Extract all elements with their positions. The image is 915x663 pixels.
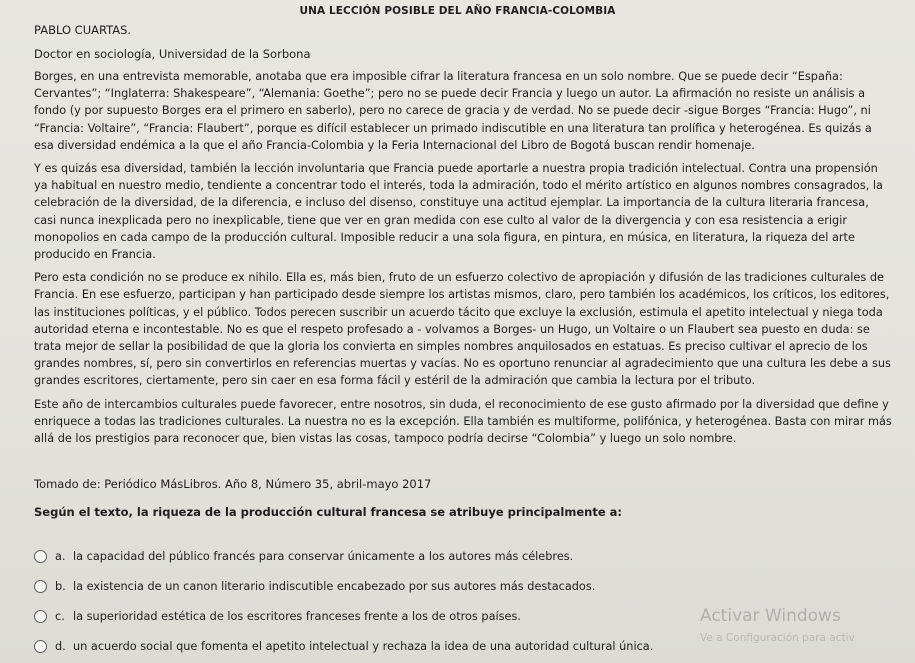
- article-paragraph: Borges, en una entrevista memorable, anotaba que era imposible cifrar la literatura francesa en un solo nombre. Que se puede decir “España: Cervantes”; “Inglaterra: Shakespeare”, “Alemania: Goethe”; pero no se puede decir Francia y luego un autor. La afirmación no resiste un análisis a fondo (y por supuesto Borges era el primero en saberlo), pero no carece de gracia y de verdad. No se puede decir -sigue Borges “Francia: Hugo”, ni “Francia: Voltaire”, “Francia: Flaubert”, porque es difícil establecer un primado indiscutible en una literatura tan prolífica y heterogénea. Es quizás a esa diversidad endémica a la que el año Francia-Colombia y la Feria Internacional del Libro de Bogotá buscan rendir homenaje.: [34, 70, 872, 152]
- option-a[interactable]: [34, 542, 734, 570]
- author-credential: Doctor en sociología, Universidad de la Sorbona: [34, 47, 311, 61]
- radio-button-b[interactable]: [34, 580, 47, 593]
- activation-watermark-title: Activar Windows: [700, 606, 841, 626]
- option-text: la superioridad estética de los escritores franceses frente a los de otros países.: [73, 609, 521, 623]
- activation-watermark-subtitle: Ve a Configuración para activ: [700, 632, 855, 644]
- radio-button-c[interactable]: [34, 610, 47, 623]
- article-source: Tomado de: Periódico MásLibros. Año 8, Número 35, abril-mayo 2017: [34, 477, 432, 491]
- option-text: la existencia de un canon literario indiscutible encabezado por sus autores más destacados.: [73, 579, 596, 593]
- option-letter: a.: [55, 549, 66, 563]
- option-c[interactable]: [34, 602, 734, 630]
- answer-options: [34, 542, 734, 662]
- article-paragraph: Pero esta condición no se produce ex nihilo. Ella es, más bien, fruto de un esfuerzo colectivo de apropiación y difusión de las tradiciones culturales de Francia. En ese esfuerzo, participan y han participado desde siempre los artistas mismos, claro, pero también los académicos, los críticos, los editores, las instituciones políticas, y el público. Todos perecen suscribir un acuerdo tácito que excluye la exclusión, estimula el apetito intelectual y niega toda autoridad eterna e incontestable. No es que el respeto profesado a - volvamos a Borges- un Hugo, un Voltaire o un Flaubert sea puesto en duda: se trata mejor de sellar la posibilidad de que la gloria los convierta en simples nombres anquilosados en estatuas. Es preciso cultivar el aprecio de los grandes nombres, sí, pero sin convertirlos en referencias muertas y vacías. No es oportuno renunciar al agradecimiento que una cultura les debe a sus grandes escritores, ciertamente, pero sin caer en esa forma fácil y estéril de la admiración que cambia la lectura por el tributo.: [34, 271, 891, 388]
- article-paragraph: Este año de intercambios culturales puede favorecer, entre nosotros, sin duda, el reconocimiento de ese gusto afirmado por la diversidad que define y enriquece a todas las tradiciones culturales. La nuestra no es la excepción. Ella también es multiforme, polifónica, y heterogénea. Basta con mirar más allá de los prestigios para reconocer que, bien vistas las cosas, tampoco podría decirse “Colombia” y luego un solo nombre.: [34, 397, 892, 446]
- option-text: un acuerdo social que fomenta el apetito intelectual y rechaza la idea de una autoridad cultural única.: [73, 639, 654, 653]
- radio-button-d[interactable]: [34, 640, 47, 653]
- article-title: UNA LECCIÓN POSIBLE DEL AÑO FRANCIA-COLOMBIA: [299, 5, 616, 17]
- article-paragraph: Y es quizás esa diversidad, también la lección involuntaria que Francia puede aportarle a nuestra propia tradición intelectual. Contra una propensión ya habitual en nuestro medio, tendiente a concentrar todo el interés, toda la admiración, todo el mérito artístico en algunos nombres consagrados, la celebración de la diversidad, de la diferencia, e incluso del disenso, constituye una actitud ejemplar. La importancia de la cultura literaria francesa, casi nunca inexplicada pero no inexplicable, tiene que ver en gran medida con ese culto al valor de la divergencia y con esa resistencia a erigir monopolios en cada campo de la producción cultural. Imposible reducir a una sola figura, en pintura, en música, en literatura, la riqueza del arte producido en Francia.: [34, 162, 883, 262]
- option-b[interactable]: [34, 572, 734, 600]
- option-letter: b.: [55, 579, 66, 593]
- option-letter: d.: [55, 639, 66, 653]
- option-d[interactable]: [34, 632, 734, 660]
- author-name: PABLO CUARTAS.: [34, 23, 132, 37]
- option-letter: c.: [55, 609, 65, 623]
- radio-button-a[interactable]: [34, 550, 47, 563]
- option-text: la capacidad del público francés para conservar únicamente a los autores más célebres.: [73, 549, 574, 563]
- article-body: [34, 68, 894, 453]
- question-text: Según el texto, la riqueza de la producción cultural francesa se atribuye principalmente a:: [34, 505, 622, 519]
